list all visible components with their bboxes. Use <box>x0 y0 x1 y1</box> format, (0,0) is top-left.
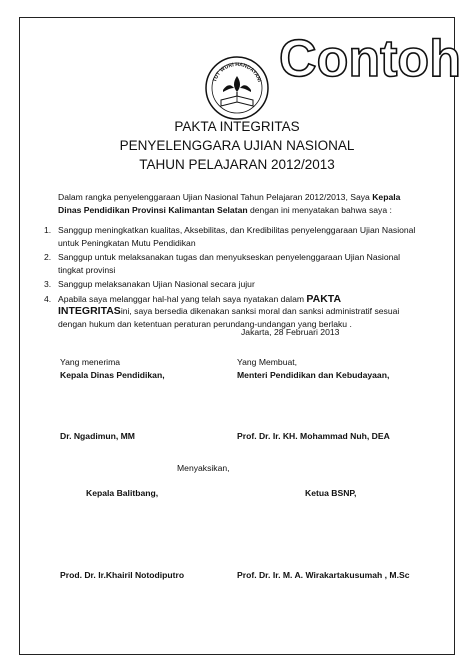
list-item-number: 1. <box>44 225 52 235</box>
right-sign-caption: Yang Membuat, <box>237 357 298 367</box>
title-line-1: PAKTA INTEGRITAS <box>174 119 300 134</box>
list-item <box>44 251 424 276</box>
list-item-text-b: ini, saya bersedia dikenakan sanksi moral dan sanksi administratif sesuai dengan hukum dan ketentuan peraturan perundang-undangan yang berlaku . <box>58 306 400 329</box>
list-item-text: Sanggup meningkatkan kualitas, Aksebilitas, dan Kredibilitas penyelenggaraan Ujian Nasional untuk Peningkatan Mutu Pendidikan <box>58 225 416 248</box>
integritas-bold: INTEGRITAS <box>58 305 121 317</box>
intro-suffix: dengan ini menyatakan bahwa saya : <box>247 204 392 215</box>
tut-wuri-handayani-logo <box>203 54 271 122</box>
intro-paragraph <box>58 191 418 216</box>
left-sign-role: Kepala Dinas Pendidikan, <box>60 370 165 380</box>
list-item-text: Sanggup melaksanakan Ujian Nasional secara jujur <box>58 279 255 289</box>
contoh-watermark-text: Contoh <box>279 30 461 88</box>
left-sign-name: Dr. Ngadimun, MM <box>60 431 135 441</box>
list-item <box>44 293 424 331</box>
title-line-3: TAHUN PELAJARAN 2012/2013 <box>139 157 335 172</box>
list-item-number: 2. <box>44 252 52 262</box>
list-item-text <box>58 293 424 331</box>
pakta-bold: PAKTA <box>306 292 342 305</box>
witness-right-role: Ketua BSNP, <box>305 488 357 498</box>
list-item <box>44 278 424 291</box>
list-item-number: 3. <box>44 279 52 289</box>
intro-bold-1: Kepala <box>372 192 401 202</box>
right-sign-role: Menteri Pendidikan dan Kebudayaan, <box>237 370 390 380</box>
intro-prefix: Dalam rangka penyelenggaraan Ujian Nasional Tahun Pelajaran 2012/2013, Saya <box>58 192 373 202</box>
place-date: Jakarta, 28 Februari 2013 <box>241 327 340 337</box>
witness-caption: Menyaksikan, <box>177 463 230 473</box>
list-item-number: 4. <box>44 293 52 304</box>
witness-left-role: Kepala Balitbang, <box>86 488 159 498</box>
right-sign-name: Prof. Dr. Ir. KH. Mohammad Nuh, DEA <box>237 431 390 441</box>
title-line-2: PENYELENGGARA UJIAN NASIONAL <box>119 138 355 153</box>
intro-bold-2: Dinas Pendidikan Provinsi Kalimantan Selatan <box>58 204 248 215</box>
list-item-text: Sanggup untuk melaksanakan tugas dan menyukseskan penyelenggaraan Ujian Nasional tingkat provinsi <box>58 252 401 275</box>
list-item-text-a: Apabila saya melanggar hal-hal yang telah saya nyatakan dalam <box>58 293 307 304</box>
logo-ring-text: TUT WURI HANDAYANI <box>211 61 263 83</box>
contoh-watermark <box>279 26 461 88</box>
statement-list <box>44 224 424 332</box>
list-item <box>44 224 424 249</box>
witness-left-name: Prod. Dr. Ir.Khairil Notodiputro <box>60 570 185 580</box>
left-sign-caption: Yang menerima <box>60 357 121 367</box>
witness-right-name: Prof. Dr. Ir. M. A. Wirakartakusumah , M.Sc <box>237 570 410 580</box>
